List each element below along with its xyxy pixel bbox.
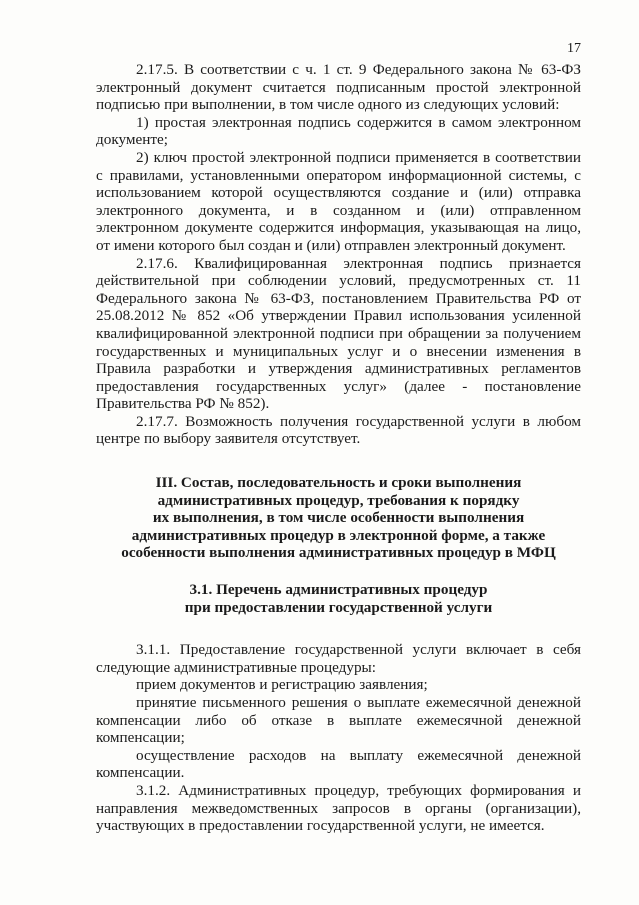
list-item-procedure: принятие письменного решения о выплате ежемесячной денежной компенсации либо об отказе в выплате ежемесячной денежной компенсации; <box>96 694 581 747</box>
subsection-title-line: при предоставлении государственной услуги <box>184 598 493 616</box>
paragraph-3-1-1: 3.1.1. Предоставление государственной услуги включает в себя следующие административные процедуры: <box>96 641 581 676</box>
paragraph-2-17-5: 2.17.5. В соответствии с ч. 1 ст. 9 Федерального закона № 63-ФЗ электронный документ считается подписанным простой электронной подписью при выполнении, в том числе одного из следующих условий: <box>96 61 581 114</box>
page-number: 17 <box>567 41 581 56</box>
paragraph-condition-2: 2) ключ простой электронной подписи применяется в соответствии с правилами, установленными оператором информационной системы, с использованием которой осуществляются создание и (или) отправка электронного документа, и в созданном и (или) отправленном электронном документе содержится информация, указывающая на лицо, от имени которого был создан и (или) отправлен электронный документ. <box>96 148 581 254</box>
paragraph-condition-1: 1) простая электронная подпись содержится в самом электронном документе; <box>96 113 581 149</box>
subsection-title <box>96 581 581 616</box>
list-item-procedure: прием документов и регистрацию заявления; <box>136 676 428 694</box>
section-title-line: их выполнения, в том числе особенности выполнения <box>152 509 525 527</box>
paragraph-3-1-2: 3.1.2. Административных процедур, требующих формирования и направления межведомственных запросов в органы (организации), участвующих в предоставлении государственной услуги, не имеется. <box>96 781 581 835</box>
section-title-line: административных процедур, требования к порядку <box>157 491 520 509</box>
list-item-procedure: осуществление расходов на выплату ежемесячной денежной компенсации. <box>96 746 581 782</box>
subsection-title-line: 3.1. Перечень административных процедур <box>189 581 488 599</box>
paragraph-2-17-6: 2.17.6. Квалифицированная электронная подпись признается действительной при соблюдении условий, предусмотренных ст. 11 Федерального закона № 63-ФЗ, постановлением Правительства РФ от 25.08.2012 № 852 «Об утверждении Правил использования усиленной квалифицированной электронной подписи при обращении за получением государственных и муниципальных услуг и о внесении изменения в Правила разработки и утверждения административных регламентов предоставления государственных услуг» (далее - постановление Правительства РФ № 852). <box>96 254 581 413</box>
section-title-line: особенности выполнения административных процедур в МФЦ <box>121 544 556 562</box>
paragraph-2-17-7: 2.17.7. Возможность получения государственной услуги в любом центре по выбору заявителя отсутствует. <box>96 412 581 448</box>
section-title-line: административных процедур в электронной форме, а также <box>131 526 546 544</box>
section-title <box>96 474 581 562</box>
section-title-line: III. Состав, последовательность и сроки выполнения <box>155 474 522 492</box>
